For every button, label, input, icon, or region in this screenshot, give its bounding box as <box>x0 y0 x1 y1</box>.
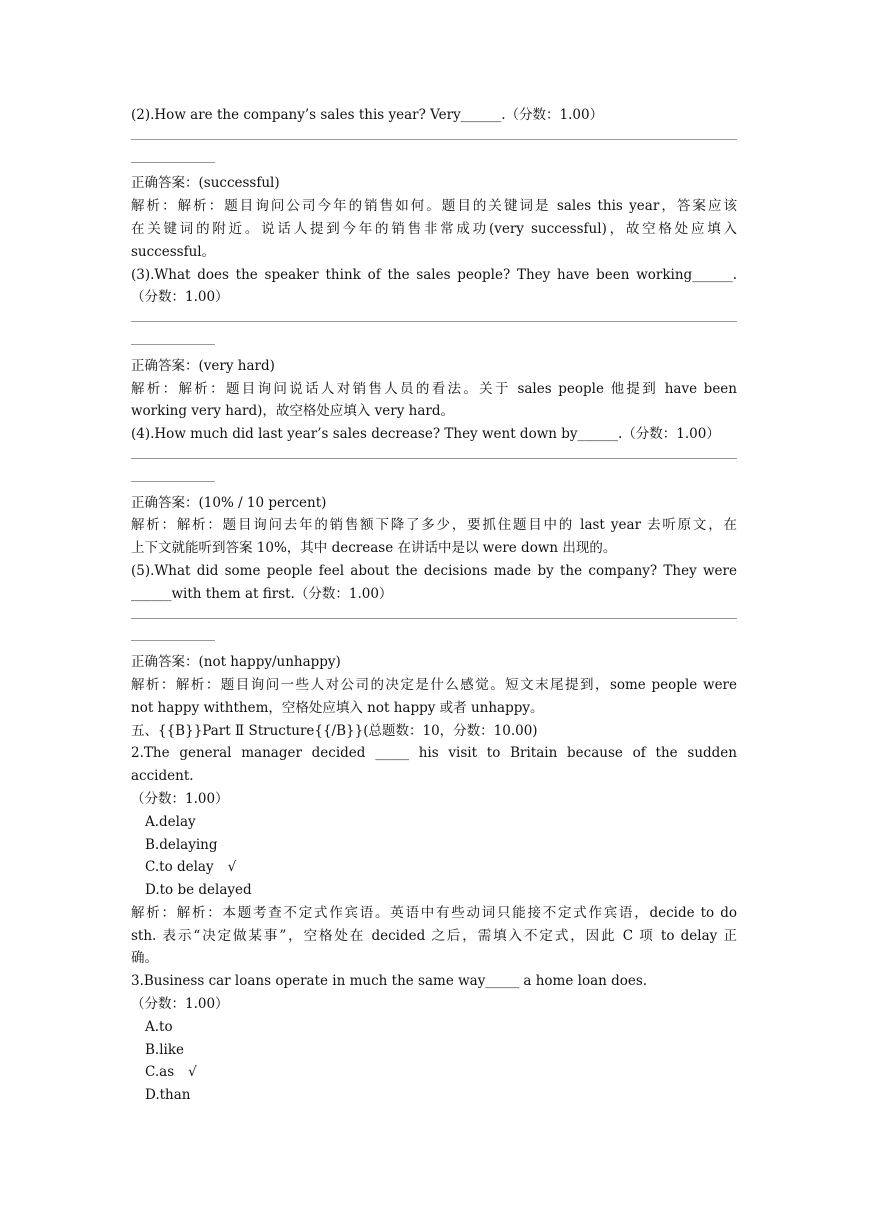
answer-line-short <box>131 332 737 355</box>
option-d: D.to be delayed <box>145 882 252 899</box>
question-4-analysis-line: 上下文就能听到答案 10%，其中 decrease 在讲话中是以 were down 出现的。 <box>131 540 617 557</box>
option-d: D.than <box>145 1087 191 1104</box>
question-4-answer: 正确答案：(10% / 10 percent) <box>131 494 327 511</box>
question-5-text-cont: ______with them at first.（分数：1.00） <box>131 585 393 602</box>
question-2-analysis-line: 解析：解析：题目询问公司今年的销售如何。题目的关键词是 sales this year，答案应该 <box>131 198 737 215</box>
mc-question-2-text-cont: accident. <box>131 768 194 785</box>
option-b: B.delaying <box>145 836 218 853</box>
mc-question-2-analysis-line: sth. 表示“决定做某事”，空格处在 decided 之后，需填入不定式，因此 C 项 to delay 正 <box>131 927 737 944</box>
option-c-label: C.to delay <box>145 859 214 876</box>
question-5-analysis-line: not happy withthem，空格处应填入 not happy 或者 unhappy。 <box>131 699 544 716</box>
question-5-analysis-line: 解析：解析：题目询问一些人对公司的决定是什么感觉。短文末尾提到，some people were <box>131 676 737 693</box>
answer-line <box>131 606 737 629</box>
question-2-text: (2).How are the company’s sales this year? Very______.（分数：1.00） <box>131 107 604 123</box>
mc-question-3-text: 3.Business car loans operate in much the same way_____ a home loan does. <box>131 973 648 990</box>
answer-line-short <box>131 628 737 651</box>
section-heading: 五、{{B}}Part Ⅱ Structure{{/B}}(总题数：10，分数：10.00) <box>131 722 538 739</box>
option-c-label: C.as <box>145 1064 175 1081</box>
mc-question-3-score: （分数：1.00） <box>131 996 229 1013</box>
question-2-analysis-line: 在关键词的附近。说话人提到今年的销售非常成功(very successful)，故空格处应填入 <box>131 220 737 237</box>
answer-line-short <box>131 469 737 492</box>
document-page <box>131 104 737 1107</box>
question-5-answer: 正确答案：(not happy/unhappy) <box>131 654 341 671</box>
question-2-answer: 正确答案：(successful) <box>131 175 280 192</box>
option-a: A.delay <box>145 813 196 830</box>
option-c <box>131 856 737 879</box>
question-3-text: (3).What does the speaker think of the sales people? They have been working______. <box>131 266 737 283</box>
option-a: A.to <box>145 1018 173 1035</box>
option-c <box>131 1061 737 1084</box>
answer-line <box>131 309 737 332</box>
check-mark-icon: √ <box>227 859 237 876</box>
question-2-analysis-line: successful。 <box>131 243 216 260</box>
option-b: B.like <box>145 1041 185 1058</box>
question-5-text: (5).What did some people feel about the decisions made by the company? They were <box>131 562 737 579</box>
mc-question-2-text: 2.The general manager decided _____ his visit to Britain because of the sudden <box>131 745 737 762</box>
question-4-analysis-line: 解析：解析：题目询问去年的销售额下降了多少，要抓住题目中的 last year 去听原文，在 <box>131 517 737 534</box>
question-3-analysis-line: working very hard)，故空格处应填入 very hard。 <box>131 403 454 420</box>
answer-line <box>131 446 737 469</box>
question-3-answer: 正确答案：(very hard) <box>131 357 275 374</box>
answer-line <box>131 127 737 150</box>
question-4-text: (4).How much did last year’s sales decrease? They went down by______.（分数：1.00） <box>131 426 720 443</box>
mc-question-2-score: （分数：1.00） <box>131 790 229 807</box>
answer-line-short <box>131 150 737 173</box>
question-3-analysis-line: 解析：解析：题目询问说话人对销售人员的看法。关于 sales people 他提到 have been <box>131 380 737 397</box>
mc-question-2-analysis-line: 确。 <box>131 950 158 967</box>
mc-question-2-analysis-line: 解析：解析：本题考查不定式作宾语。英语中有些动词只能接不定式作宾语，decide to do <box>131 904 737 921</box>
question-3-score: （分数：1.00） <box>131 289 229 306</box>
check-mark-icon: √ <box>188 1064 197 1081</box>
